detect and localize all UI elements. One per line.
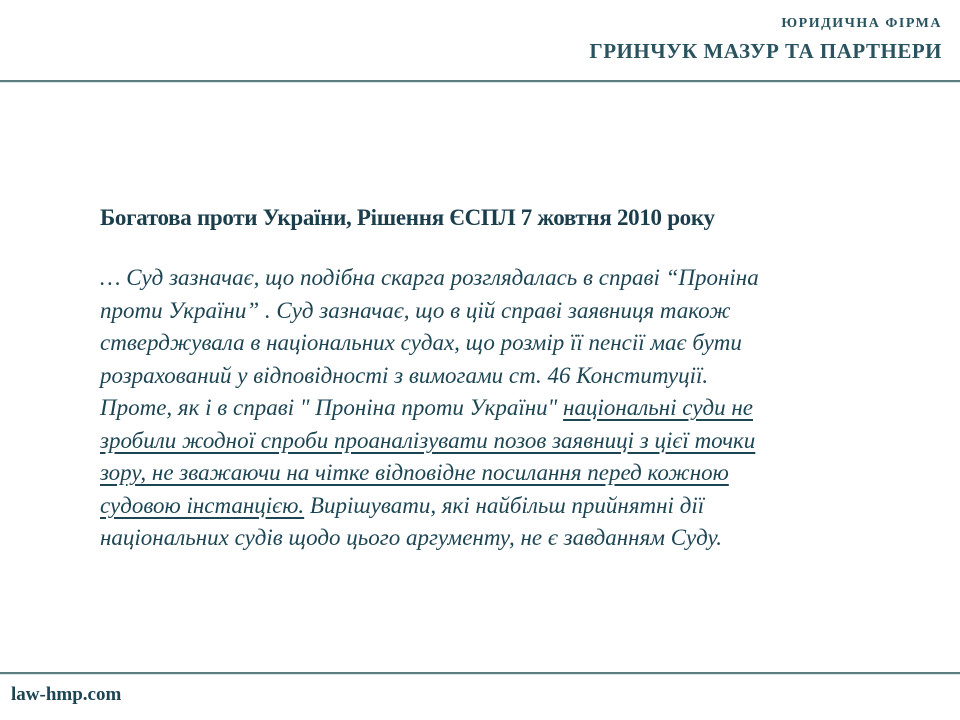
- body-text: стверджувала в національних судах, що розмір її пенсії має бути: [100, 330, 742, 355]
- slide-title: Богатова проти України, Рішення ЄСПЛ 7 жовтня 2010 року: [100, 205, 715, 230]
- body-text: Вирішувати, які найбільш прийнятні дії: [304, 492, 705, 518]
- slide-content: [100, 205, 890, 555]
- body-text: проти України” . Суд зазначає, що в цій справі заявниця також: [100, 297, 731, 323]
- body-text-underlined: зробили жодної спроби проаналізувати позов заявниці з цієї точки: [100, 427, 756, 453]
- firm-type-label: ЮРИДИЧНА ФІРМА: [781, 16, 942, 31]
- footer-website: law-hmp.com: [11, 684, 122, 705]
- firm-name-label: ГРИНЧУК МАЗУР ТА ПАРТНЕРИ: [589, 39, 942, 63]
- body-line: [100, 425, 890, 458]
- footer-divider-line: [0, 672, 960, 674]
- body-line: [100, 295, 890, 328]
- body-line: [100, 490, 890, 523]
- body-line: [100, 392, 890, 425]
- body-line: [100, 522, 890, 555]
- header-divider-line: [0, 80, 960, 82]
- body-line: [100, 360, 890, 393]
- slide-body: [100, 262, 890, 555]
- body-text-underlined: національні суди не: [563, 395, 753, 420]
- body-text: Проте, як і в справі " Проніна проти України": [100, 395, 564, 420]
- body-text: національних судів щодо цього аргументу, не є завданням Суду.: [100, 525, 723, 550]
- body-line: [100, 457, 890, 490]
- body-text-underlined: судовою інстанцією.: [100, 492, 305, 518]
- body-text: … Суд зазначає, що подібна скарга розглядалась в справі “Проніна: [100, 265, 759, 290]
- body-text: розрахований у відповідності з вимогами ст. 46 Конституції.: [100, 362, 709, 388]
- body-line: [100, 262, 890, 295]
- body-text-underlined: зору, не зважаючи на чітке відповідне посилання перед кожною: [100, 460, 729, 485]
- firm-header: [589, 16, 942, 64]
- body-line: [100, 327, 890, 360]
